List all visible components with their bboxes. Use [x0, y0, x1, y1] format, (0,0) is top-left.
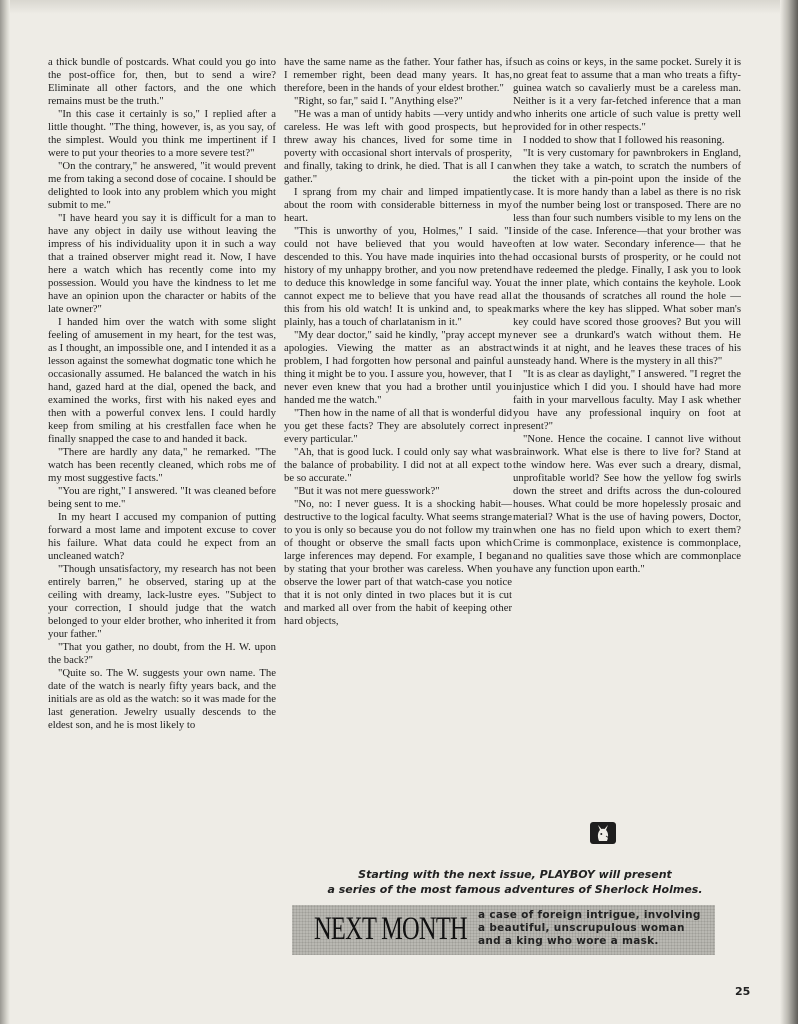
page-right-edge [780, 0, 798, 1024]
paragraph: "You are right," I answered. "It was cleaned before being sent to me." [48, 485, 276, 510]
paragraph: have the same name as the father. Your father has, if I remember right, been dead many years. It has, therefore, been in the hands of your eldest brother." [284, 56, 512, 94]
paragraph: "This is unworthy of you, Holmes," I said. "I could not have believed that you would have descended to this. You have made inquiries into the history of my unhappy brother, and you now pretend to deduce this knowledge in some fanciful way. You cannot expect me to believe that you have read all this from his old watch! It is unkind and, to speak plainly, has a touch of charlatanism in it." [284, 225, 512, 328]
paragraph: "No, no: I never guess. It is a shocking habit—destructive to the logical faculty. What seems strange to you is only so because you do not follow my train of thought or observe the small facts upon which large inferences may depend. For example, I began by stating that your brother was careless. When you observe the lower part of that watch-case you notice that it is not only dinted in two places but it is cut and marked all over from the habit of keeping other hard objects, [284, 498, 512, 627]
page-top-edge [0, 0, 798, 14]
page-number: 25 [735, 985, 751, 998]
text-column-3 [513, 56, 741, 576]
paragraph: "My dear doctor," said he kindly, "pray accept my apologies. Viewing the matter as an abstract problem, I had forgotten how personal and painful a thing it might be to you. I assure you, however, that I never even knew that you had a brother until you handed me the watch." [284, 329, 512, 406]
promo-line-2: a series of the most famous adventures of Sherlock Holmes. [327, 883, 703, 896]
paragraph: "Though unsatisfactory, my research has not been entirely barren," he observed, staring up at the ceiling with dreamy, lack-lustre eyes. "Subject to your correction, I should judge that the watch belonged to your elder brother, who inherited it from your father." [48, 563, 276, 640]
text-column-2 [284, 56, 512, 628]
paragraph: "He was a man of untidy habits —very untidy and careless. He was left with good prospects, but he threw away his chances, lived for some time in poverty with occasional short intervals of prosperity, and finally, taking to drink, he died. That is all I can gather." [284, 108, 512, 185]
paragraph: "It is very customary for pawnbrokers in England, when they take a watch, to scratch the numbers of the ticket with a pin-point upon the inside of the case. It is more handy than a label as there is no risk of the number being lost or transposed. There are no less than four such numbers visible to my lens on the inside of the case. Inference—that your brother was often at low water. Secondary inference— that he had occasional bursts of prosperity, or he could not have redeemed the pledge. Finally, I ask you to look at the inner plate, which contains the keyhole. Look at the thousands of scratches all round the hole — marks where the key has slipped. What sober man's key could have scored those grooves? But you will never see a drunkard's watch without them. He winds it at night, and he leaves these traces of his unsteady hand. Where is the mystery in all this?" [513, 147, 741, 367]
paragraph: I nodded to show that I followed his reasoning. [523, 134, 725, 146]
paragraph: "That you gather, no doubt, from the H. W. upon the back?" [48, 641, 276, 666]
paragraph: "Quite so. The W. suggests your own name. The date of the watch is nearly fifty years back, and the initials are as old as the watch: so it was made for the last generation. Jewelry usually descends to the eldest son, and he is most likely to [48, 667, 276, 731]
next-month-teaser: a case of foreign intrigue, involving a beautiful, unscrupulous woman and a king who wore a mask. [478, 909, 701, 947]
paragraph: "In this case it certainly is so," I replied after a little thought. "The thing, however, is, as you say, of the simplest. Would you think me impertinent if I were to put your theories to a more severe test?" [48, 108, 276, 159]
paragraph: a thick bundle of postcards. What could you go into the post-office for, then, but to send a wire? Eliminate all other factors, and the one which remains must be the truth." [48, 56, 276, 107]
promo-line-1: Starting with the next issue, PLAYBOY will present [358, 868, 672, 881]
page-left-edge [0, 0, 10, 1024]
paragraph: I sprang from my chair and limped impatiently about the room with considerable bitterness in my heart. [284, 186, 512, 224]
paragraph: "But it was not mere guesswork?" [294, 485, 440, 497]
rabbit-head-icon [590, 822, 616, 844]
paragraph: "It is as clear as daylight," I answered. "I regret the injustice which I did you. I should have had more faith in your marvellous faculty. May I ask whether you have any professional inquiry on foot at present?" [513, 368, 741, 432]
paragraph: "Then how in the name of all that is wonderful did you get these facts? They are absolutely correct in every particular." [284, 407, 512, 445]
paragraph: "On the contrary," he answered, "it would prevent me from taking a second dose of cocaine. I should be delighted to look into any problem which you might submit to me." [48, 160, 276, 211]
paragraph: In my heart I accused my companion of putting forward a most lame and impotent excuse to cover his failure. What data could he expect from an uncleaned watch? [48, 511, 276, 562]
next-month-heading: NEXT MONTH [314, 911, 467, 947]
paragraph: "There are hardly any data," he remarked. "The watch has been recently cleaned, which robs me of my most suggestive facts." [48, 446, 276, 484]
paragraph: "Right, so far," said I. "Anything else?" [294, 95, 463, 107]
text-column-1 [48, 56, 276, 732]
paragraph: such as coins or keys, in the same pocket. Surely it is no great feat to assume that a man who treats a fifty-guinea watch so cavalierly must be a careless man. Neither is it a very far-fetched inference that a man who inherits one article of such value is pretty well provided for in other respects." [513, 56, 741, 133]
paragraph: I handed him over the watch with some slight feeling of amusement in my heart, for the test was, as I thought, an impossible one, and I intended it as a lesson against the somewhat dogmatic tone which he occasionally assumed. He balanced the watch in his hand, gazed hard at the dial, opened the back, and examined the works, first with his naked eyes and then with a powerful convex lens. I could hardly keep from smiling at his crestfallen face when he finally snapped the case to and handed it back. [48, 316, 276, 445]
paragraph: "I have heard you say it is difficult for a man to have any object in daily use without leaving the impress of his individuality upon it in such a way that a trained observer might read it. Now, I have here a watch which has recently come into my possession. Would you have the kindness to let me have an opinion upon the character or habits of the late owner?" [48, 212, 276, 315]
paragraph: "Ah, that is good luck. I could only say what was the balance of probability. I did not at all expect to be so accurate." [284, 446, 512, 484]
paragraph: "None. Hence the cocaine. I cannot live without brainwork. What else is there to live for? Stand at the window here. Was ever such a dreary, dismal, unprofitable world? See how the yellow fog swirls down the street and drifts across the dun-coloured houses. What could be more hopelessly prosaic and material? What is the use of having powers, Doctor, when one has no field upon which to exert them? Crime is commonplace, existence is commonplace, and no qualities save those which are commonplace have any function upon earth." [513, 433, 741, 575]
